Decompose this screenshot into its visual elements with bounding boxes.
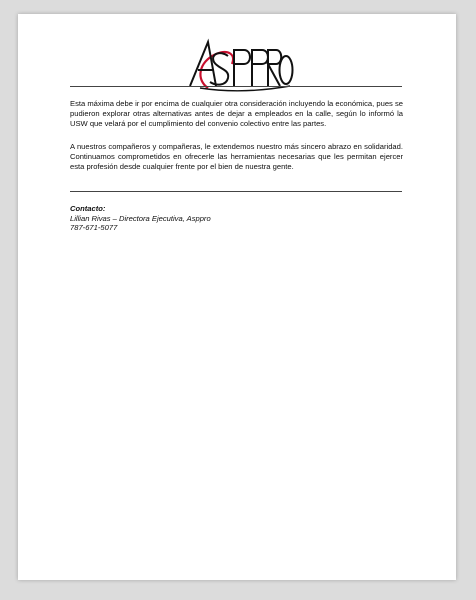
- contact-block: [70, 204, 211, 233]
- footer-divider: [70, 191, 402, 192]
- logo-letter-p1: [234, 50, 250, 86]
- body-paragraph-1: Esta máxima debe ir por encima de cualquier otra consideración incluyendo la económica, pues se pudieron explorar otras alternativas antes de dejar a empleados en la calle, según lo informó la USW que velará por el cumplimiento del convenio colectivo entre las partes.: [70, 99, 403, 129]
- asppro-logo: [186, 36, 294, 92]
- logo-letter-p2: [252, 50, 268, 86]
- body-paragraph-2: A nuestros compañeros y compañeras, le extendemos nuestro más sincero abrazo en solidaridad. Continuamos comprometidos en ofrecerle las herramientas necesarias que les permitan ejercer esta profesión desde cualquier frente por el bien de nuestra gente.: [70, 142, 403, 172]
- contact-name: Lillian Rivas – Directora Ejecutiva, Asppro: [70, 213, 211, 223]
- header-divider: [70, 86, 402, 87]
- contact-label: Contacto:: [70, 204, 106, 213]
- document-page: [18, 14, 456, 580]
- logo-letter-o: [280, 56, 293, 84]
- contact-phone: 787-671-5077: [70, 223, 118, 233]
